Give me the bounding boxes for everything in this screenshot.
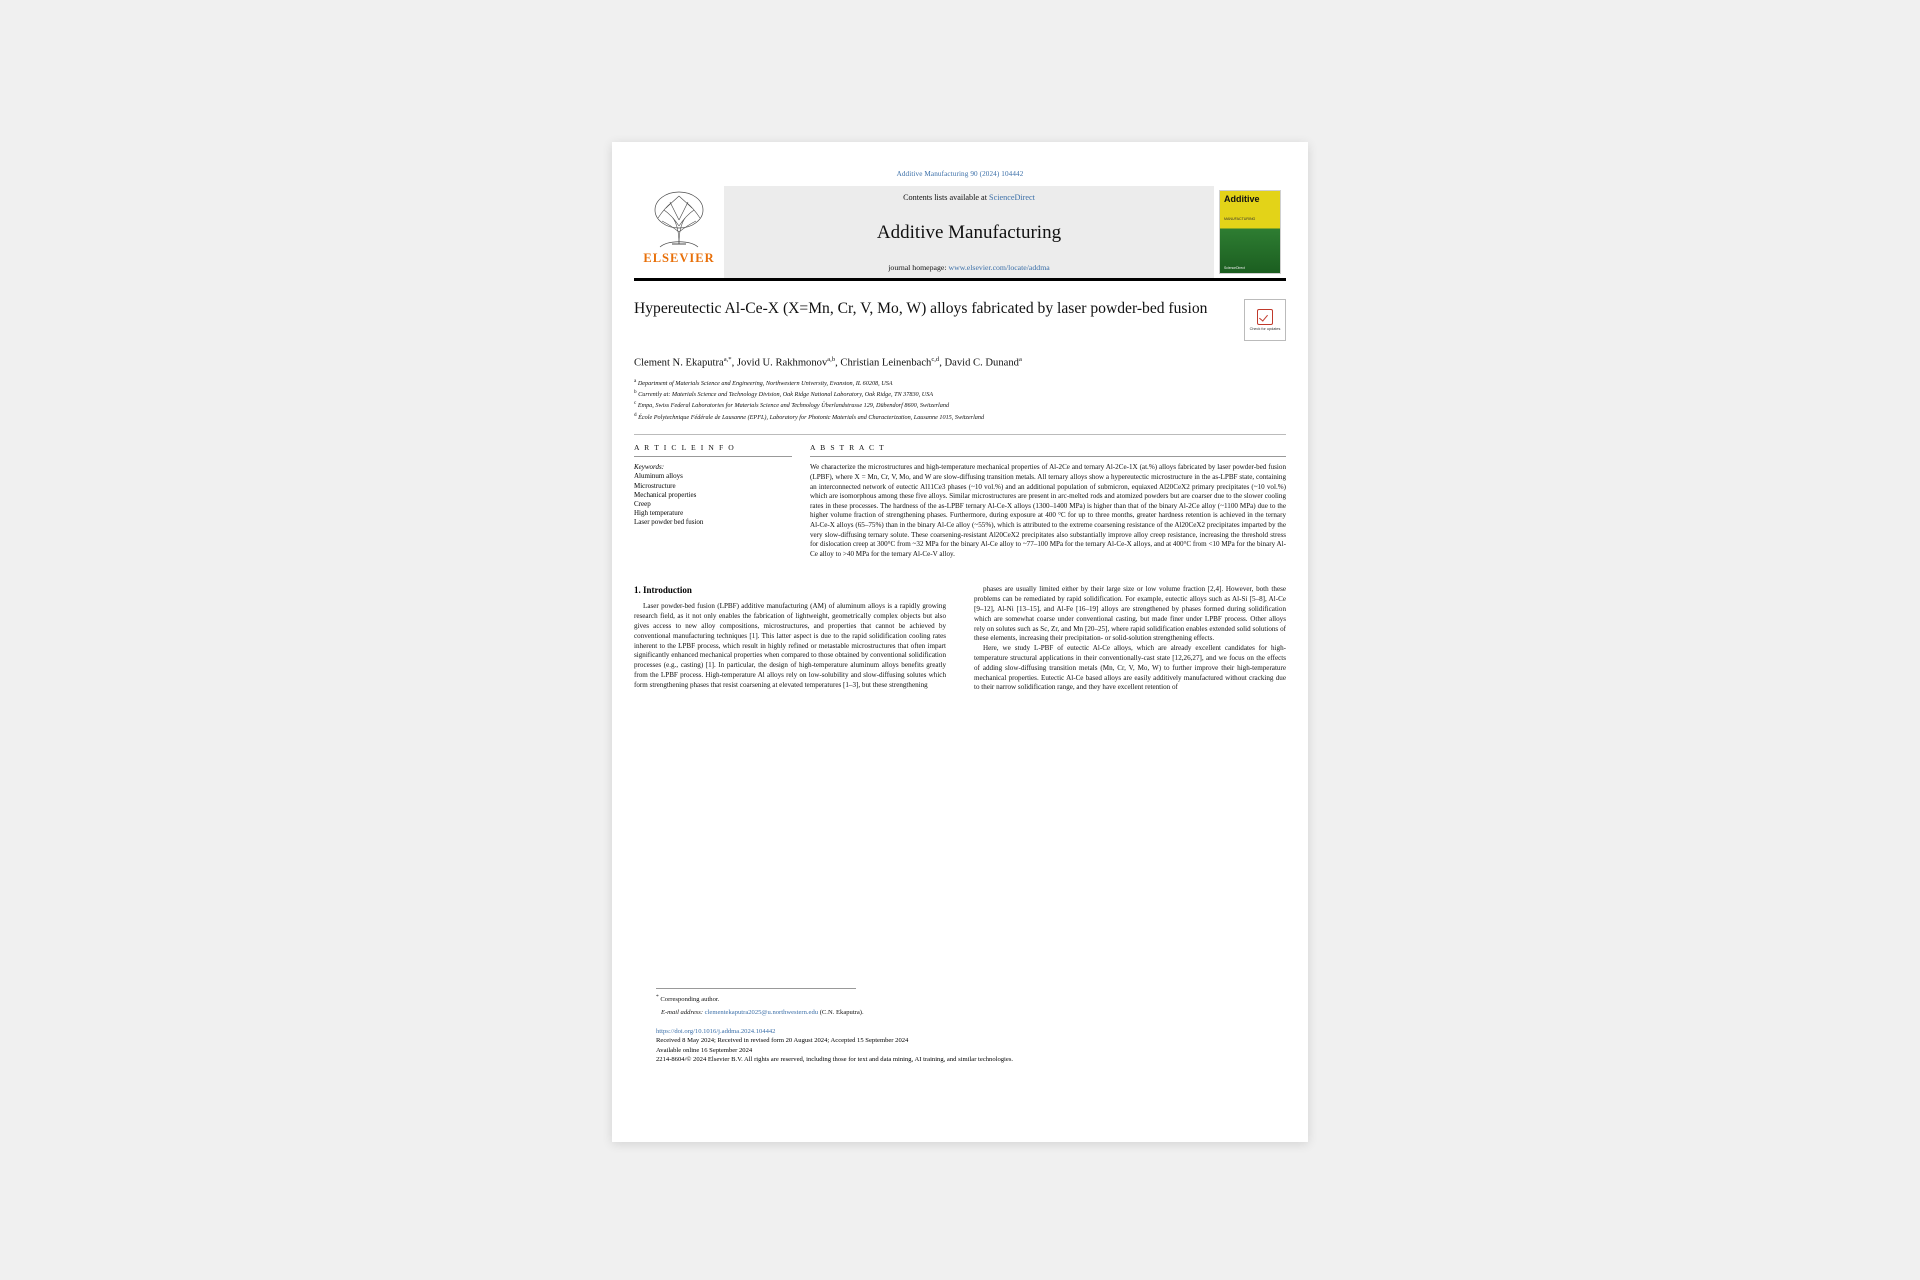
author-list: Clement N. Ekaputra$^{a,*}$, Jovid U. Rakhmonov$^{a,b}$, Christian Leinenbach$^{c,d}$, David C. Dunand$^a$ [634,356,1022,369]
affiliation-text: Currently at: Materials Science and Technology Division, Oak Ridge National Laboratory, Oak Ridge, TN 37830, USA [638,391,934,399]
keyword-item: High temperature [634,509,684,518]
journal-homepage-link[interactable]: www.elsevier.com/locate/addma [948,263,1050,272]
affiliation-item [634,377,1286,388]
affiliation-text: Empa, Swiss Federal Laboratories for Materials Science and Technology Überlandstrasse 129, Dübendorf 8600, Switzerland [637,402,950,410]
corresponding-mark: * [656,994,659,1000]
keyword-item: Aluminum alloys [634,472,683,481]
email-label: E-mail address: [660,1009,704,1017]
author-name: Christian Leinenbach [840,357,932,369]
crossmark-badge[interactable] [1244,299,1286,341]
abstract-underline [810,456,1286,457]
affiliation-list [634,377,1286,423]
footnote-divider [656,988,856,989]
affiliation-text: École Polytechnique Fédérale de Lausanne (EPFL), Laboratory for Photonic Materials and Characterization, Lausanne 1015, Switzerland [638,414,985,421]
cover-title: Additive [1224,194,1260,204]
journal-masthead [634,186,1286,281]
affiliation-mark: d [634,411,637,418]
contents-prefix: Contents lists available at [903,193,990,202]
affiliation-mark: b [634,389,637,395]
email-suffix: (C.N. Ekaputra). [819,1009,864,1017]
journal-cover-image [1219,190,1281,274]
affiliation-mark: c [634,400,637,407]
keywords-list [634,472,792,527]
affiliation-item [634,411,1286,422]
crossmark-icon [1257,309,1273,325]
author-marks: a,* [723,356,732,363]
crossmark-label: Check for updates [1249,327,1281,331]
keyword-item: Mechanical properties [634,490,697,499]
received-dates: Received 8 May 2024; Received in revised form 20 August 2024; Accepted 15 September 2024 [656,1037,909,1045]
body-right-column [960,585,1286,693]
keyword-item: Creep [634,500,651,509]
elsevier-logo [634,186,724,278]
paragraph: Laser powder-bed fusion (LPBF) additive manufacturing (AM) of aluminum alloys is a rapidly growing research field, as it not only enables the fabrication of lightweight, geometrically complex objects but also gives access to new alloy compositions, microstructures, and properties that cannot be achieved by conventional manufacturing techniques [1]. This latter aspect is due to the rapid solidification cooling rates inherent to the LPBF process, which result in highly refined or metastable microstructures that often impart significantly enhanced mechanical properties when compared to those obtained by conventional solidification processes (e.g., casting) [1]. In particular, the design of high-temperature aluminum alloys benefits greatly from the LPBF process. High-temperature Al alloys rely on low-solubility and slow-diffusing solutes which form strengthening phases that resist coarsening at elevated temperatures [1–3], but these strengthening [634,602,946,689]
available-online: Available online 16 September 2024 [656,1046,753,1054]
journal-band [724,186,1214,278]
keywords-label: Keywords: [634,463,665,472]
page-title: Hypereutectic Al-Ce-X (X=Mn, Cr, V, Mo, W) alloys fabricated by laser powder-bed fusion [634,300,1208,317]
elsevier-wordmark: ELSEVIER [643,251,715,265]
cover-subtitle: MANUFACTURING [1224,217,1256,221]
article-info-column [634,443,810,559]
author-name: Jovid U. Rakhmonov [736,357,828,369]
section-title: Introduction [643,585,692,596]
header-divider [634,434,1286,435]
article-info-underline [634,456,792,457]
keyword-item: Laser powder bed fusion [634,518,704,527]
title-row [634,299,1286,341]
info-abstract-block [634,443,1286,559]
email-link[interactable]: clementekaputra2025@u.northwestern.edu [704,1009,819,1017]
doi-link[interactable]: https://doi.org/10.1016/j.addma.2024.104442 [656,1028,776,1036]
article-info-heading: A R T I C L E I N F O [634,443,736,453]
body-columns [634,585,1286,693]
affiliation-item [634,388,1286,399]
abstract-heading: A B S T R A C T [810,443,886,453]
author-name: Clement N. Ekaputra [634,357,724,369]
abstract-text: We characterize the microstructures and high-temperature mechanical properties of Al-2Ce and ternary Al-2Ce-1X (at.%) alloys fabricated by laser powder-bed fusion (LPBF), where X = Mn, Cr, V, Mo, and W are slow-diffusing transition metals. All ternary alloys show a hypereutectic microstructure in the as-LPBF state, containing an interconnected network of eutectic Al11Ce3 phases (~10 vol.%) and an additional population of submicron, equiaxed Al20CeX2 primary precipitates (~10 vol.%) which are isomorphous among these five alloys. Similar microstructures are present in arc-melted rods and atomized powders but are coarser due to the slower cooling rates in these processes. The hardness of the as-LPBF ternary Al-Ce-X alloys (1300–1400 MPa) is higher than that of the binary Al-2Ce alloy (~1100 MPa) due to the higher volume fraction of strengthening phases. Furthermore, during exposure at 400 °C for up to three months, greater hardness retention is achieved in the ternary Al-Ce-X alloys (65–75%) than in the binary Al-Ce alloy (~55%), which is attributed to the extreme coarsening resistance of the Al20CeX2 precipitates imparted by the very slow-diffusing ternary solute. These coarsening-resistant Al20CeX2 precipitates also substantially improve alloy creep resistance, increasing the threshold stress for dislocation creep at 300°C from ~32 MPa for the binary Al-Ce alloy to ~77–100 MPa for the ternary Al-Ce-X alloys, and at 400°C from <10 MPa for the binary Al-Ce alloy to >40 MPa for the ternary Al-Ce-V alloy. [810,463,1286,558]
author-marks: a,b [827,356,836,363]
publication-metadata [656,1027,1308,1064]
cover-bottom-text: ScienceDirect [1224,266,1245,270]
corresponding-text: Corresponding author. [660,996,720,1004]
affiliation-text: Department of Materials Science and Engineering, Northwestern University, Evanston, IL 60208, USA [637,379,893,387]
affiliation-mark: a [634,377,637,384]
sciencedirect-link[interactable]: ScienceDirect [989,193,1035,202]
contents-available-line [903,193,1035,202]
abstract-column [810,443,1286,559]
elsevier-tree-icon [646,188,712,250]
author-marks: a [1018,356,1022,363]
journal-homepage-line [888,263,1049,272]
body-left-column [634,585,960,693]
corresponding-author-note [656,993,1308,1004]
paper-page [612,142,1308,1142]
journal-title: Additive Manufacturing [876,221,1062,243]
running-head: Additive Manufacturing 90 (2024) 104442 [896,170,1024,178]
footnote-block [656,988,1308,1064]
paragraph: Here, we study L-PBF of eutectic Al-Ce alloys, which are already excellent candidates for high-temperature structural applications in their conventionally-cast state [12,26,27], and we focus on the effects of adding slow-diffusing transition metals (Mn, Cr, V, Mo, W) to further improve their high-temperature mechanical properties. Eutectic Al-Ce based alloys are easily additively manufactured without cracking due to their narrow solidification range, and they have excellent retention of [974,644,1286,692]
journal-cover [1214,186,1286,278]
section-number: 1. [634,585,641,596]
copyright-line: 2214-8604/© 2024 Elsevier B.V. All rights are reserved, including those for text and data mining, AI training, and similar technologies. [656,1055,1014,1063]
paragraph: phases are usually limited either by their large size or low volume fraction [2,4]. However, both these problems can be remediated by rapid solidification. For example, eutectic alloys such as Al-Si [5–8], Al-Ce [9–12], Al-Ni [13–15], and Al-Fe [16–19] alloys are strengthened by phases formed during solidification which are somewhat coarse under conventional casting, but made finer under LPBF process. Other alloys rely on solutes such as Sc, Zr, and Mn [20–25], where rapid solidification enables extended solid solutions of these elements, increasing their precipitation- or solid-solution strengthening effects. [974,585,1286,643]
email-note [656,1008,1308,1017]
section-heading [634,585,946,595]
author-name: David C. Dunand [944,357,1019,369]
affiliation-item [634,399,1286,410]
keyword-item: Microstructure [634,481,676,490]
author-marks: c,d [931,356,940,363]
homepage-prefix: journal homepage: [888,263,949,272]
